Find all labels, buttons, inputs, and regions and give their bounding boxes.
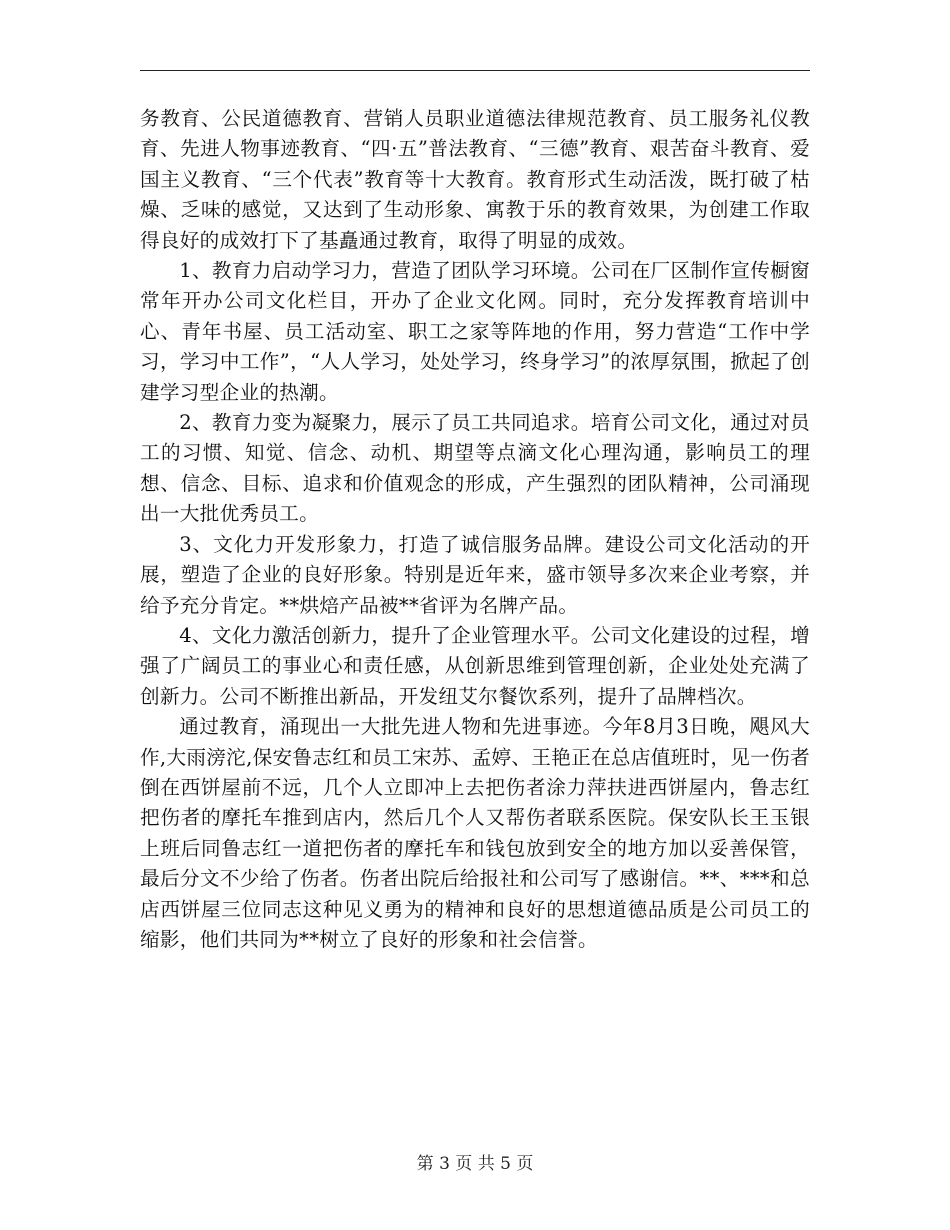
paragraph-point-4: 4、文化力激活创新力，提升了企业管理水平。公司文化建设的过程，增强了广阔员工的事业心和责任感，从创新思维到管理创新，企业处处充满了创新力。公司不断推出新品，开发纽艾尔餐饮系列，提升了品牌档次。 (140, 623, 810, 708)
header-rule (140, 70, 810, 71)
paragraph-point-2: 2、教育力变为凝聚力，展示了员工共同追求。培育公司文化，通过对员工的习惯、知觉、信念、动机、期望等点滴文化心理沟通，影响员工的理想、信念、目标、追求和价值观念的形成，产生强烈的团队精神，公司涌现出一大批优秀员工。 (140, 411, 810, 526)
paragraph-point-1: 1、教育力启动学习力，营造了团队学习环境。公司在厂区制作宣传橱窗常年开办公司文化栏目，开办了企业文化网。同时，充分发挥教育培训中心、青年书屋、员工活动室、职工之家等阵地的作用，努力营造“工作中学习，学习中工作”，“人人学习，处处学习，终身学习”的浓厚氛围，掀起了创建学习型企业的热潮。 (140, 259, 810, 404)
paragraph-point-3: 3、文化力开发形象力，打造了诚信服务品牌。建设公司文化活动的开展，塑造了企业的良好形象。特别是近年来，盛市领导多次来企业考察，并给予充分肯定。**烘焙产品被**省评为名牌产品。 (140, 532, 810, 617)
paragraph-example: 通过教育，涌现出一大批先进人物和先进事迹。今年8月3日晚，飓风大作,大雨滂沱,保安鲁志红和员工宋苏、孟婷、王艳正在总店值班时，见一伤者倒在西饼屋前不远，几个人立即冲上去把伤者涂力萍扶进西饼屋内，鲁志红把伤者的摩托车推到店内，然后几个人又帮伤者联系医院。保安队长王玉银上班后同鲁志红一道把伤者的摩托车和钱包放到安全的地方加以妥善保管，最后分文不少给了伤者。伤者出院后给报社和公司写了感谢信。**、***和总店西饼屋三位同志这种见义勇为的精神和良好的思想道德品质是公司员工的缩影，他们共同为**树立了良好的形象和社会信誉。 (140, 715, 810, 951)
page-number-footer: 第 3 页 共 5 页 (416, 1154, 534, 1174)
paragraph-continuation: 务教育、公民道德教育、营销人员职业道德法律规范教育、员工服务礼仪教育、先进人物事迹教育、“四·五”普法教育、“三德”教育、艰苦奋斗教育、爱国主义教育、“三个代表”教育等十大教育。教育形式生动活泼，既打破了枯燥、乏味的感觉，又达到了生动形象、寓教于乐的教育效果，为创建工作取得良好的成效打下了基矗通过教育，取得了明显的成效。 (140, 107, 810, 252)
document-body (140, 104, 810, 955)
